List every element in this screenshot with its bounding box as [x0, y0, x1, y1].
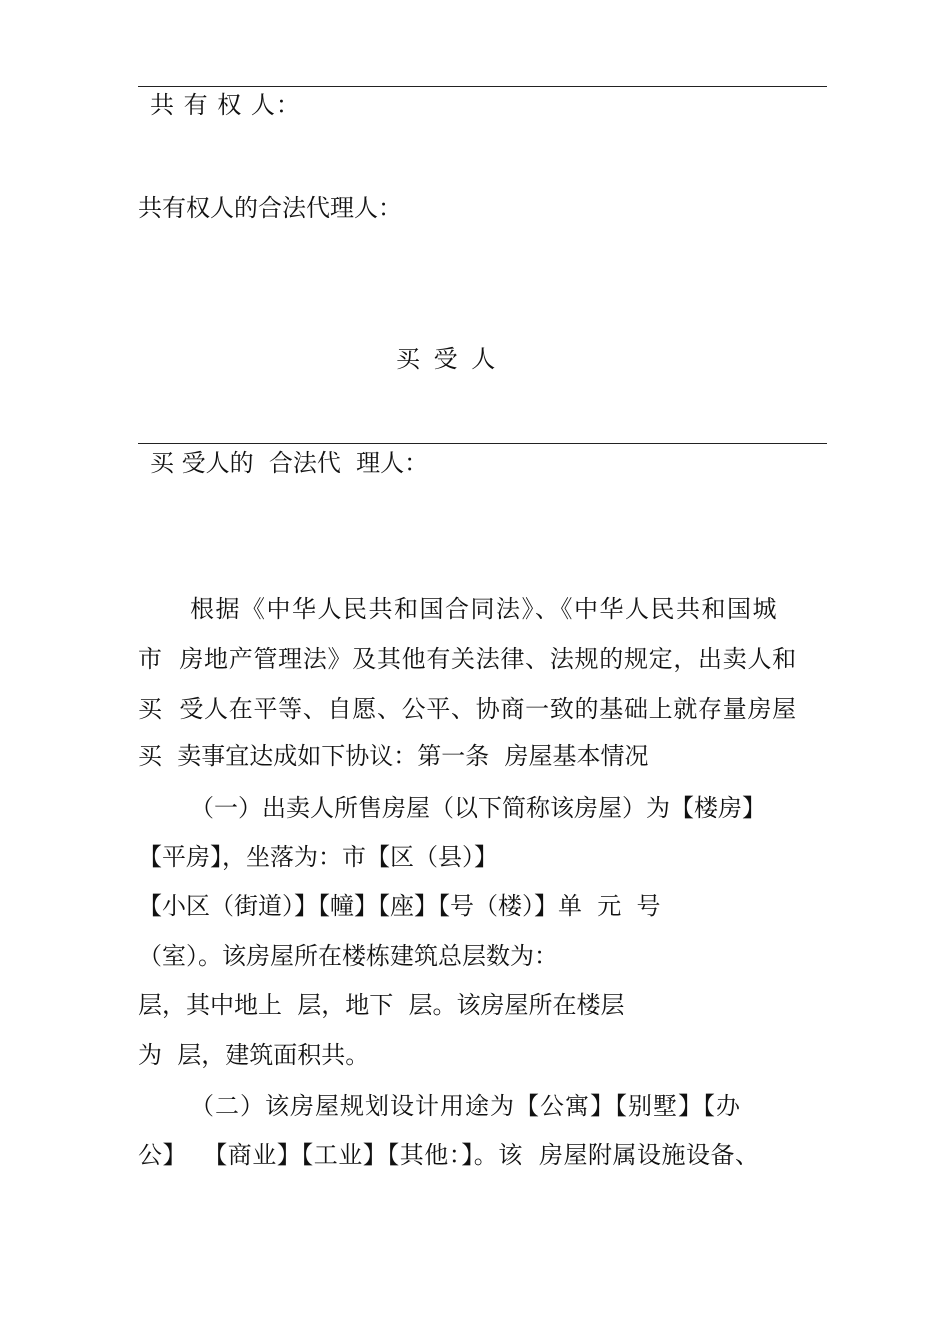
para2-line-2: 【平房】，坐落为：市【区（县）】 [138, 843, 498, 871]
signature-rule-top [138, 86, 827, 87]
para1-line-4: 买 卖事宜达成如下协议：第一条 房屋基本情况 [138, 742, 649, 770]
co-owner-label: 共 有 权 人： [150, 91, 301, 119]
para1-line-3: 买 受人在平等、自愿、公平、协商一致的基础上就存量房屋 [138, 695, 797, 723]
para1-line-2: 市 房地产管理法》及其他有关法律、法规的规定，出卖人和 [138, 645, 797, 673]
para3-line-1: （二）该房屋规划设计用途为【公寓】【别墅】【办 [190, 1092, 741, 1120]
co-owner-agent-label: 共有权人的合法代理人： [138, 194, 402, 222]
buyer-agent-label: 买 受人的 合法代 理人： [150, 449, 429, 477]
para3-line-2: 公】 【商业】【工业】【其他：】。该 房屋附属设施设备、 [138, 1141, 760, 1169]
para2-line-4: （室）。该房屋所在楼栋建筑总层数为： [138, 942, 558, 970]
para2-line-6: 为 层，建筑面积共。 [138, 1041, 370, 1069]
para2-line-3: 【小区（街道）】【幢】【座】【号（楼）】单 元 号 [138, 892, 661, 920]
buyer-label: 买 受 人 [396, 345, 499, 373]
signature-rule-buyer [138, 443, 827, 444]
para2-line-5: 层，其中地上 层，地下 层。该房屋所在楼层 [138, 991, 625, 1019]
para1-line-1: 根据《中华人民共和国合同法》、《中华人民共和国城 [190, 595, 778, 623]
para2-line-1: （一）出卖人所售房屋（以下简称该房屋）为【楼房】 [190, 794, 766, 822]
